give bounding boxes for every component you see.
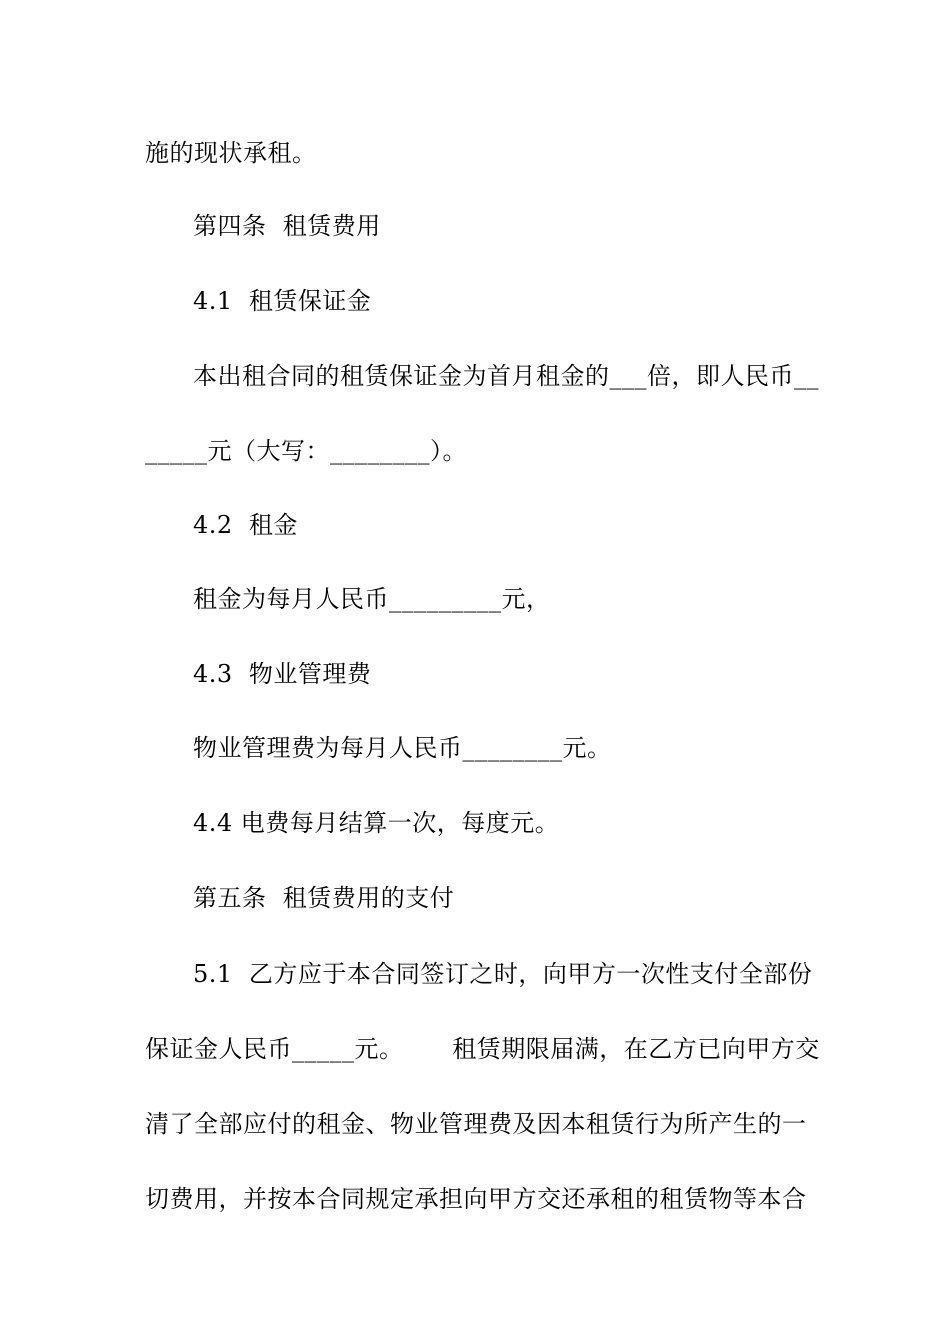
clause-4-1-text-line-1: 本出租合同的租赁保证金为首月租金的___倍，即人民币__ xyxy=(193,362,819,390)
clause-4-2-heading: 4.2 租金 xyxy=(193,511,298,539)
clause-4-1-text-line-2: _____元（大写：________）。 xyxy=(145,437,467,465)
clause-4-4-text: 4.4 电费每月结算一次，每度元。 xyxy=(193,809,560,837)
clause-5-1-text-line-3: 清了全部应付的租金、物业管理费及因本租赁行为所产生的一 xyxy=(145,1110,807,1138)
clause-5-1-text-line-4: 切费用，并按本合同规定承担向甲方交还承租的租赁物等本合 xyxy=(145,1185,807,1213)
clause-4-3-heading: 4.3 物业管理费 xyxy=(193,660,372,688)
clause-5-1-text-line-1: 5.1 乙方应于本合同签订之时，向甲方一次性支付全部份 xyxy=(193,960,813,988)
clause-4-1-heading: 4.1 租赁保证金 xyxy=(193,287,372,315)
article-4-heading: 第四条 租赁费用 xyxy=(193,212,381,240)
article-5-heading: 第五条 租赁费用的支付 xyxy=(193,884,455,912)
clause-5-1-text-line-2: 保证金人民币_____元。 租赁期限届满，在乙方已向甲方交 xyxy=(145,1035,820,1063)
clause-4-2-text: 租金为每月人民币_________元， xyxy=(193,585,551,613)
paragraph-continuation: 施的现状承租。 xyxy=(145,139,317,167)
clause-4-3-text: 物业管理费为每月人民币________元。 xyxy=(193,734,612,762)
